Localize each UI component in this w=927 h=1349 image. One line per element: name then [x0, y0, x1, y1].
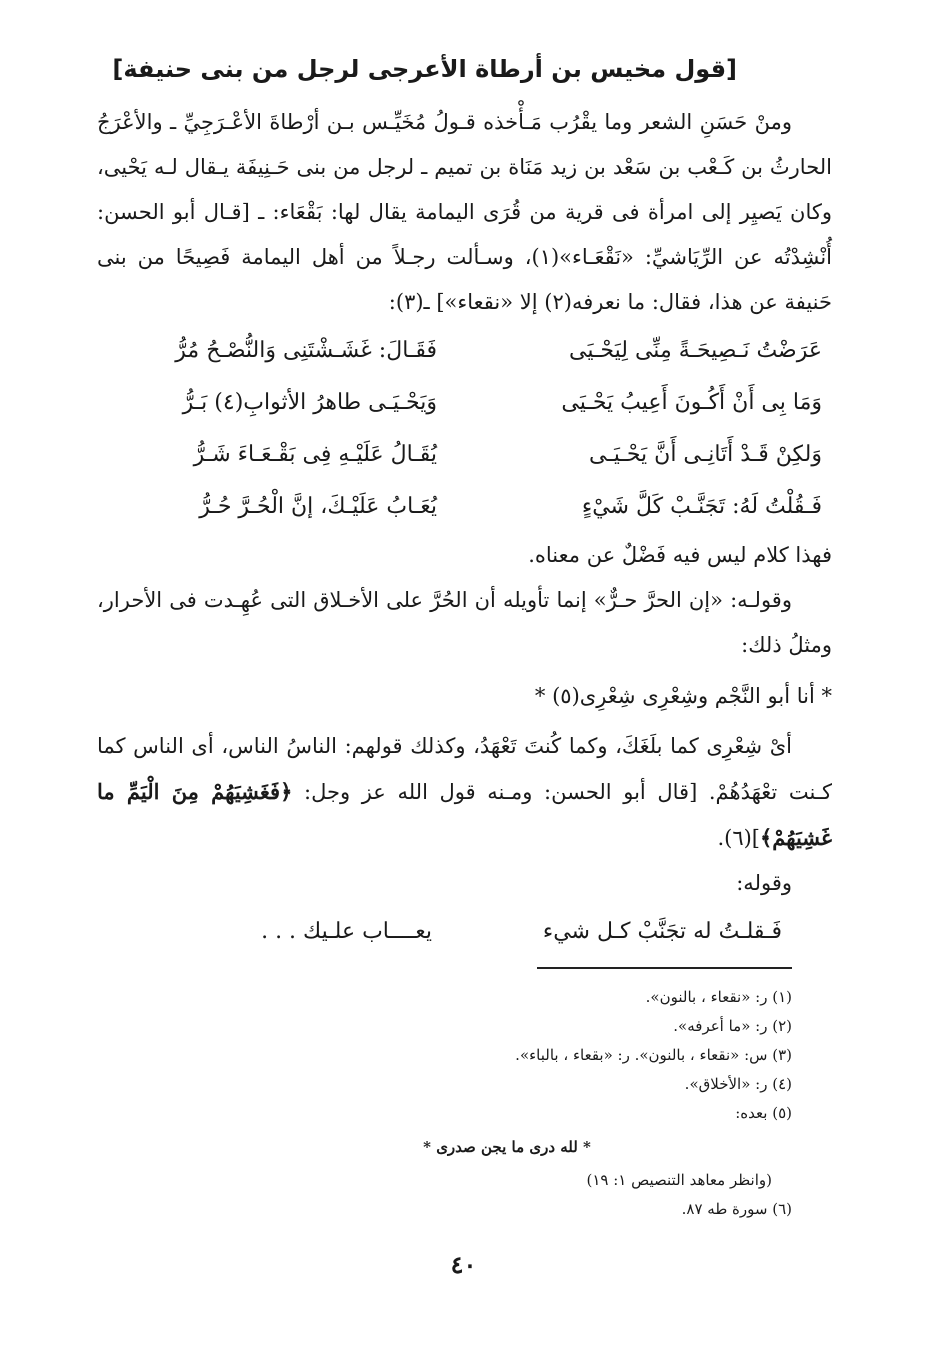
verse-second-hemistich: يُقَـالُ عَلَيْـهِ فِى بَقْـعَـاءَ شَـرُّ [193, 442, 437, 467]
verse-first-hemistich: فَـقُلْتُ لَهُ: تَجَنَّـبْ كَلَّ شَيْءٍ [581, 494, 822, 519]
verse-first-hemistich: وَمَا بِى أَنْ أَكُـونَ أَعِيبُ يَحْـيَى [561, 390, 822, 415]
poem-verse [97, 377, 832, 429]
footnote: (٣) س: «نقعاء ، بالنون». ر: «بقعاء ، بالباء». [515, 1046, 792, 1064]
footnote: (وانظر معاهد التنصيص ١: ١٩) [586, 1171, 772, 1189]
verse-second-hemistich: يعــــاب علـيك . . . [261, 919, 432, 944]
footnote-divider [537, 967, 792, 969]
poem-verse [97, 325, 832, 377]
poem-verse [97, 906, 832, 956]
commentary-paragraph [97, 724, 832, 861]
poem [97, 325, 832, 533]
paragraph-text: أىْ شِعْرِى كما بلَغَكَ، وكما كُنتَ تَعْهَدُ، وكذلك قولهم: الناسُ الناس، أى الناس كما كـنت تعْهَدُهُمْ. [قال أبو الحسن: ومـنه قول الله عز وجل: [97, 734, 832, 804]
commentary-paragraph: وقولـه: «إن الحرَّ حـرٌّ» إنما تأويله أن الحُرَّ على الأخـلاق التى عُهِـدت فى الأحرار، ومثلُ ذلك: [97, 588, 832, 657]
verse-second-hemistich: يُعَـابُ عَلَيْـكَ، إنَّ الْحُـرَّ حُـرُّ [199, 494, 437, 519]
verse-second-hemistich: وَيَحْـيَـى طاهرُ الأثوابِ(٤) بَـرُّ [182, 390, 437, 415]
verse-first-hemistich: وَلكِنْ قَـدْ أَتَانِـى أَنَّ يَحْـيَـى [588, 442, 822, 467]
main-text [97, 100, 832, 956]
poem-verse [97, 429, 832, 481]
footnote: (١) ر: «نقعاء ، بالنون». [645, 988, 792, 1006]
paragraph-text: ](٦). [717, 826, 760, 850]
quran-quote: ﴿فَغَشِيَهُمْ مِنَ الْيَمِّ ما غَشِيَهُمْ﴾ [97, 779, 832, 850]
verse-first-hemistich: عَرَضْتُ نَـصِيحَـةً مِنِّى لِيَحْـيَى [569, 338, 822, 363]
footnote: (٢) ر: «ما أعرفه». [673, 1017, 792, 1035]
page-number: ٤٠ [450, 1250, 477, 1279]
footnote: (٦) سورة طه ٨٧. [681, 1200, 792, 1218]
section-title: [قول مخيس بن أرطاة الأعرجى لرجل من بنى حنيفة] [112, 55, 737, 83]
intro-paragraph: ومنْ حَسَنِ الشعر وما يقْرُب مَـأْخذه قـولُ مُخَيِّـس بـن أرْطاةَ الأعْـرَجِيِّ ـ والأعْرَجُ الحارثُ بن كَـعْب بن سَعْد بن زيد مَنَاة بن تميم ـ لرجل من بنى حَـنِيفَة يـقال لـه يَحْيى، وكان يَصيِر إلى امرأة فى قرية من قُرَى اليمامة يقال لها: بَقْعَاء: ـ [قـال أبو الحسن: أُنْشِدْتُه عن الرِّيَاشيِّ: «نَقْعَـاء»(١)، وسـألت رجـلاً من أهل اليمامة فَصِيحًا من بنى حَنيفة عن هذا، فقال: ما نعرفه(٢) إلا «نقعاء»] ـ(٣): [97, 110, 833, 314]
footnote: (٥) بعده: [735, 1104, 792, 1122]
commentary-paragraph: فهذا كلام ليس فيه فَضْلٌ عن معناه. [528, 543, 832, 567]
commentary-paragraph: وقوله: [736, 871, 792, 895]
footnote: (٤) ر: «الأخلاق». [684, 1075, 792, 1093]
footnote-verse: * لله درى ما يجن صدرى * [423, 1138, 591, 1156]
poem-verse [97, 481, 832, 533]
quoted-verse: * أنا أبو النَّجْم وشِعْرِى شِعْرِى(٥) * [534, 684, 832, 708]
verse-second-hemistich: فَقَـالَ: غَشَـشْتَنِى وَالنُّصْـحُ مُرُّ [175, 338, 437, 363]
footnotes [152, 983, 792, 1224]
verse-first-hemistich: فَـقلـتُ له تجَنَّبْ كـل شيء [542, 919, 782, 944]
